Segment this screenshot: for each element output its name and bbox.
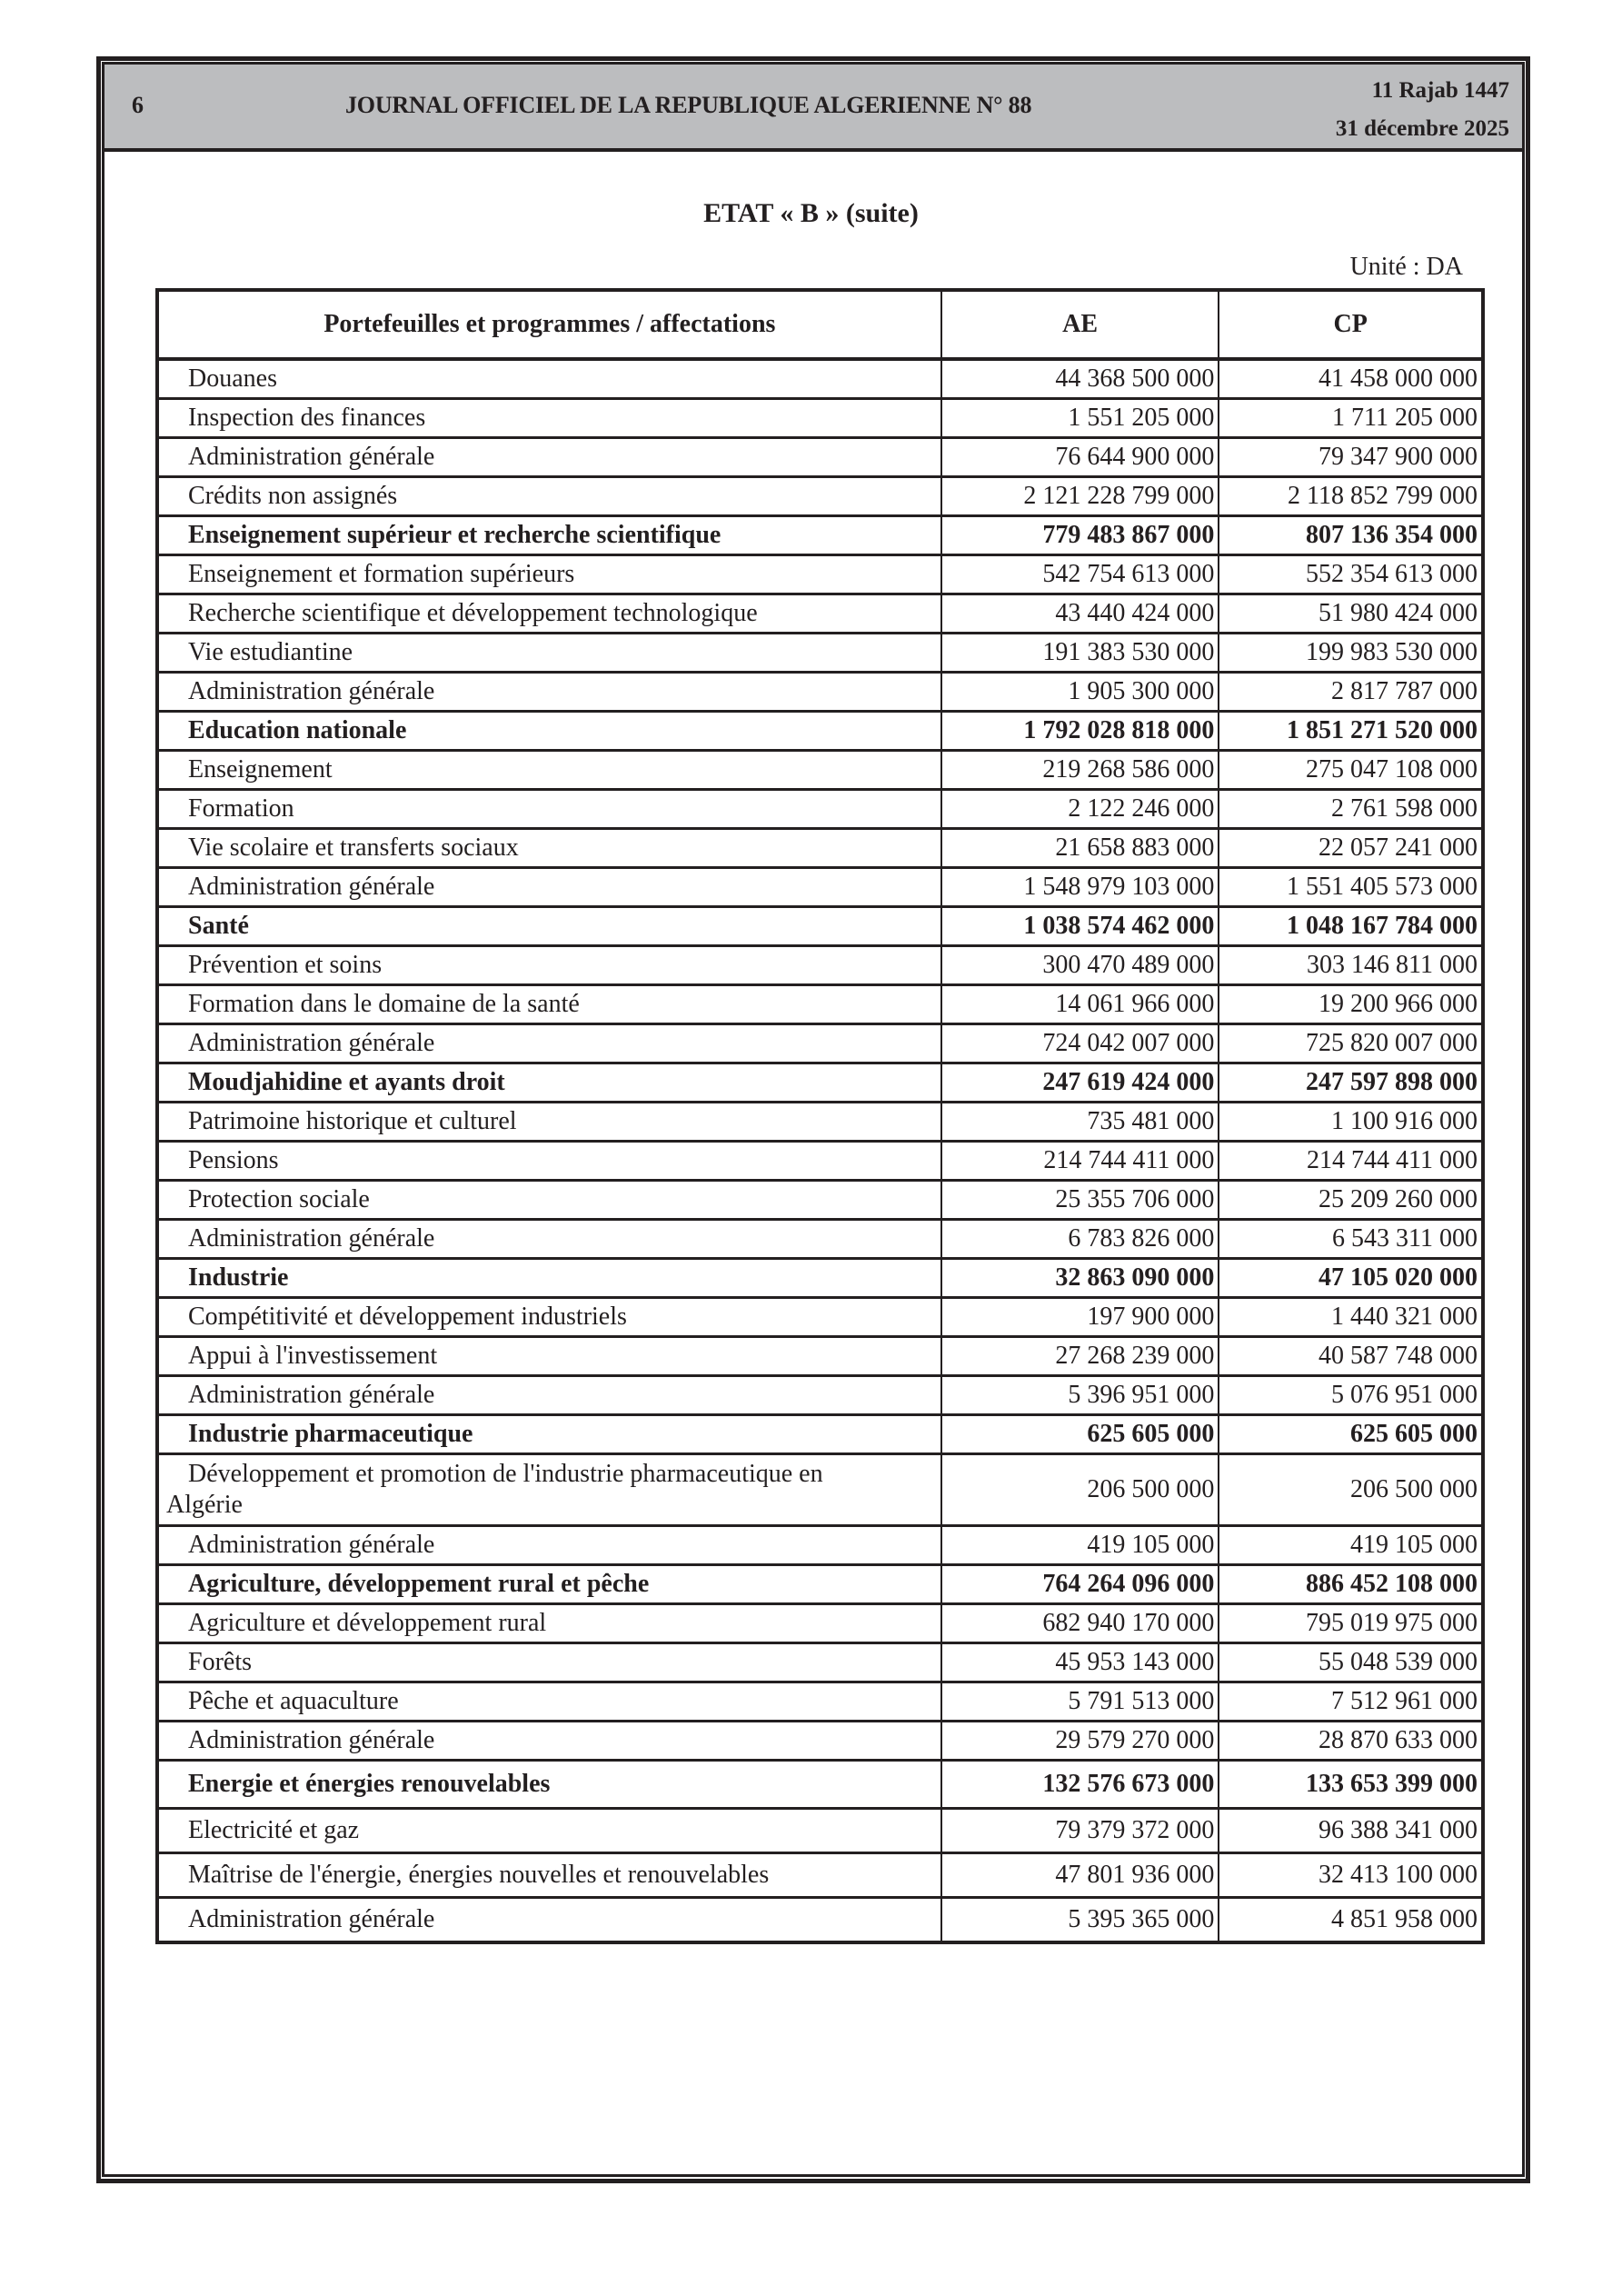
row-label-text: Vie scolaire et transferts sociaux bbox=[188, 834, 519, 862]
cp-value: 725 820 007 000 bbox=[1219, 1024, 1483, 1063]
ae-value: 542 754 613 000 bbox=[941, 555, 1219, 594]
ae-value: 625 605 000 bbox=[941, 1415, 1219, 1454]
cp-value: 247 597 898 000 bbox=[1219, 1063, 1483, 1103]
row-label bbox=[157, 1063, 941, 1103]
ae-value: 45 953 143 000 bbox=[941, 1643, 1219, 1682]
row-label bbox=[157, 712, 941, 751]
ae-value: 764 264 096 000 bbox=[941, 1565, 1219, 1604]
table-row-program bbox=[157, 1722, 1483, 1761]
row-label-continuation: Algérie bbox=[166, 1491, 243, 1519]
ae-value: 300 470 489 000 bbox=[941, 946, 1219, 985]
row-label-text: Administration générale bbox=[188, 1726, 435, 1754]
cp-value: 1 048 167 784 000 bbox=[1219, 907, 1483, 946]
table-row-program bbox=[157, 1898, 1483, 1943]
row-label-text: Electricité et gaz bbox=[188, 1816, 360, 1844]
row-label-text: Santé bbox=[188, 912, 249, 940]
cp-value: 303 146 811 000 bbox=[1219, 946, 1483, 985]
ae-value: 2 122 246 000 bbox=[941, 790, 1219, 829]
cp-value: 886 452 108 000 bbox=[1219, 1565, 1483, 1604]
ae-value: 44 368 500 000 bbox=[941, 359, 1219, 399]
issue-date bbox=[1336, 72, 1509, 148]
row-label bbox=[157, 1643, 941, 1682]
table-row-program bbox=[157, 594, 1483, 634]
hijri-date: 11 Rajab 1447 bbox=[1371, 78, 1509, 103]
cp-value: 1 100 916 000 bbox=[1219, 1103, 1483, 1142]
ae-value: 1 905 300 000 bbox=[941, 673, 1219, 712]
cp-value: 2 118 852 799 000 bbox=[1219, 477, 1483, 516]
row-label bbox=[157, 1376, 941, 1415]
row-label-text: Vie estudiantine bbox=[188, 638, 353, 666]
row-label bbox=[157, 751, 941, 790]
ae-value: 191 383 530 000 bbox=[941, 634, 1219, 673]
cp-value: 214 744 411 000 bbox=[1219, 1142, 1483, 1181]
ae-value: 247 619 424 000 bbox=[941, 1063, 1219, 1103]
journal-header bbox=[104, 65, 1522, 152]
row-label bbox=[157, 1220, 941, 1259]
row-label bbox=[157, 1898, 941, 1943]
row-label bbox=[157, 829, 941, 868]
row-label bbox=[157, 1722, 941, 1761]
ae-value: 419 105 000 bbox=[941, 1526, 1219, 1565]
row-label-text: Recherche scientifique et développement technologique bbox=[188, 599, 758, 627]
row-label bbox=[157, 634, 941, 673]
row-label bbox=[157, 1565, 941, 1604]
table-row-program bbox=[157, 555, 1483, 594]
table-row-program bbox=[157, 634, 1483, 673]
ae-value: 25 355 706 000 bbox=[941, 1181, 1219, 1220]
ae-value: 47 801 936 000 bbox=[941, 1853, 1219, 1898]
ae-value: 32 863 090 000 bbox=[941, 1259, 1219, 1298]
table-row-program bbox=[157, 359, 1483, 399]
cp-value: 22 057 241 000 bbox=[1219, 829, 1483, 868]
cp-value: 47 105 020 000 bbox=[1219, 1259, 1483, 1298]
ae-value: 1 551 205 000 bbox=[941, 399, 1219, 438]
table-row-program bbox=[157, 1809, 1483, 1853]
cp-value: 55 048 539 000 bbox=[1219, 1643, 1483, 1682]
cp-value: 552 354 613 000 bbox=[1219, 555, 1483, 594]
ae-value: 5 396 951 000 bbox=[941, 1376, 1219, 1415]
row-label bbox=[157, 1761, 941, 1809]
table-row-program bbox=[157, 1337, 1483, 1376]
table-row-program bbox=[157, 1604, 1483, 1643]
row-label bbox=[157, 1415, 941, 1454]
row-label-text: Administration générale bbox=[188, 1224, 435, 1253]
table-body bbox=[157, 359, 1483, 1942]
ae-value: 724 042 007 000 bbox=[941, 1024, 1219, 1063]
table-row-program bbox=[157, 1220, 1483, 1259]
row-label bbox=[157, 399, 941, 438]
row-label bbox=[157, 477, 941, 516]
table-row-portfolio bbox=[157, 516, 1483, 555]
row-label bbox=[157, 1809, 941, 1853]
table-row-program bbox=[157, 477, 1483, 516]
table-row-portfolio bbox=[157, 1063, 1483, 1103]
row-label-text: Education nationale bbox=[188, 716, 407, 744]
row-label bbox=[157, 359, 941, 399]
table-row-portfolio bbox=[157, 1415, 1483, 1454]
journal-title: JOURNAL OFFICIEL DE LA REPUBLIQUE ALGERIENNE N° 88 bbox=[345, 92, 1032, 118]
ae-value: 79 379 372 000 bbox=[941, 1809, 1219, 1853]
table-row-program bbox=[157, 399, 1483, 438]
cp-value: 275 047 108 000 bbox=[1219, 751, 1483, 790]
cp-value: 96 388 341 000 bbox=[1219, 1809, 1483, 1853]
column-header-portfolio: Portefeuilles et programmes / affectations bbox=[157, 290, 941, 359]
row-label bbox=[157, 516, 941, 555]
cp-value: 79 347 900 000 bbox=[1219, 438, 1483, 477]
row-label-text: Formation dans le domaine de la santé bbox=[188, 990, 580, 1018]
row-label-text: Administration générale bbox=[188, 1029, 435, 1057]
cp-value: 199 983 530 000 bbox=[1219, 634, 1483, 673]
table-row-program bbox=[157, 673, 1483, 712]
table-row-program bbox=[157, 1103, 1483, 1142]
row-label bbox=[157, 1259, 941, 1298]
row-label bbox=[157, 907, 941, 946]
row-label-text: Industrie pharmaceutique bbox=[188, 1420, 473, 1448]
ae-value: 2 121 228 799 000 bbox=[941, 477, 1219, 516]
table-row-program bbox=[157, 1526, 1483, 1565]
row-label bbox=[157, 1853, 941, 1898]
row-label-text: Compétitivité et développement industriels bbox=[188, 1303, 627, 1331]
row-label bbox=[157, 1526, 941, 1565]
ae-value: 29 579 270 000 bbox=[941, 1722, 1219, 1761]
table-row-program bbox=[157, 985, 1483, 1024]
cp-value: 6 543 311 000 bbox=[1219, 1220, 1483, 1259]
ae-value: 1 548 979 103 000 bbox=[941, 868, 1219, 907]
table-row-program bbox=[157, 1454, 1483, 1526]
row-label-text: Enseignement bbox=[188, 755, 333, 784]
row-label bbox=[157, 1181, 941, 1220]
table-row-program bbox=[157, 868, 1483, 907]
row-label-text: Maîtrise de l'énergie, énergies nouvelles et renouvelables bbox=[188, 1861, 770, 1889]
row-label-text: Industrie bbox=[188, 1263, 289, 1292]
table-row-program bbox=[157, 1643, 1483, 1682]
row-label-text: Agriculture, développement rural et pêche bbox=[188, 1570, 650, 1598]
table-row-portfolio bbox=[157, 1259, 1483, 1298]
cp-value: 32 413 100 000 bbox=[1219, 1853, 1483, 1898]
table-row-program bbox=[157, 829, 1483, 868]
row-label bbox=[157, 594, 941, 634]
table-row-portfolio bbox=[157, 712, 1483, 751]
unit-label: Unité : DA bbox=[1349, 253, 1463, 281]
ae-value: 682 940 170 000 bbox=[941, 1604, 1219, 1643]
ae-value: 76 644 900 000 bbox=[941, 438, 1219, 477]
row-label-text: Enseignement et formation supérieurs bbox=[188, 560, 575, 588]
ae-value: 5 791 513 000 bbox=[941, 1682, 1219, 1722]
ae-value: 779 483 867 000 bbox=[941, 516, 1219, 555]
ae-value: 197 900 000 bbox=[941, 1298, 1219, 1337]
table-row-program bbox=[157, 1024, 1483, 1063]
ae-value: 219 268 586 000 bbox=[941, 751, 1219, 790]
ae-value: 1 792 028 818 000 bbox=[941, 712, 1219, 751]
cp-value: 419 105 000 bbox=[1219, 1526, 1483, 1565]
table-row-program bbox=[157, 790, 1483, 829]
ae-value: 132 576 673 000 bbox=[941, 1761, 1219, 1809]
table-header-row bbox=[157, 290, 1483, 359]
row-label bbox=[157, 1142, 941, 1181]
ae-value: 21 658 883 000 bbox=[941, 829, 1219, 868]
row-label-text: Enseignement supérieur et recherche scientifique bbox=[188, 521, 721, 549]
cp-value: 2 761 598 000 bbox=[1219, 790, 1483, 829]
row-label-text: Douanes bbox=[188, 364, 277, 393]
cp-value: 1 551 405 573 000 bbox=[1219, 868, 1483, 907]
cp-value: 5 076 951 000 bbox=[1219, 1376, 1483, 1415]
cp-value: 19 200 966 000 bbox=[1219, 985, 1483, 1024]
row-label-text: Administration générale bbox=[188, 443, 435, 471]
row-label-text: Patrimoine historique et culturel bbox=[188, 1107, 517, 1135]
table-row-program bbox=[157, 1181, 1483, 1220]
ae-value: 214 744 411 000 bbox=[941, 1142, 1219, 1181]
row-label bbox=[157, 1024, 941, 1063]
cp-value: 4 851 958 000 bbox=[1219, 1898, 1483, 1943]
cp-value: 41 458 000 000 bbox=[1219, 359, 1483, 399]
row-label-text: Pêche et aquaculture bbox=[188, 1687, 399, 1715]
row-label bbox=[157, 1337, 941, 1376]
cp-value: 1 711 205 000 bbox=[1219, 399, 1483, 438]
row-label-text: Administration générale bbox=[188, 1531, 435, 1559]
column-header-cp: CP bbox=[1219, 290, 1483, 359]
ae-value: 6 783 826 000 bbox=[941, 1220, 1219, 1259]
row-label bbox=[157, 1298, 941, 1337]
row-label-text: Energie et énergies renouvelables bbox=[188, 1770, 551, 1798]
table-row-program bbox=[157, 946, 1483, 985]
row-label-text: Agriculture et développement rural bbox=[188, 1609, 547, 1637]
cp-value: 40 587 748 000 bbox=[1219, 1337, 1483, 1376]
row-label bbox=[157, 1103, 941, 1142]
ae-value: 1 038 574 462 000 bbox=[941, 907, 1219, 946]
cp-value: 807 136 354 000 bbox=[1219, 516, 1483, 555]
table-row-portfolio bbox=[157, 1761, 1483, 1809]
row-label bbox=[157, 438, 941, 477]
row-label-text: Pensions bbox=[188, 1146, 279, 1174]
row-label-text: Prévention et soins bbox=[188, 951, 383, 979]
row-label-text: Administration générale bbox=[188, 1381, 435, 1409]
row-label bbox=[157, 555, 941, 594]
ae-value: 206 500 000 bbox=[941, 1454, 1219, 1526]
cp-value: 1 440 321 000 bbox=[1219, 1298, 1483, 1337]
row-label bbox=[157, 1682, 941, 1722]
page-number: 6 bbox=[132, 92, 144, 118]
ae-value: 735 481 000 bbox=[941, 1103, 1219, 1142]
gregorian-date: 31 décembre 2025 bbox=[1335, 116, 1509, 141]
ae-value: 14 061 966 000 bbox=[941, 985, 1219, 1024]
ae-value: 5 395 365 000 bbox=[941, 1898, 1219, 1943]
ae-value: 27 268 239 000 bbox=[941, 1337, 1219, 1376]
row-label-text: Développement et promotion de l'industrie pharmaceutique en bbox=[188, 1460, 823, 1488]
row-label-text: Forêts bbox=[188, 1648, 252, 1676]
row-label-text: Protection sociale bbox=[188, 1185, 370, 1213]
row-label bbox=[157, 673, 941, 712]
budget-table bbox=[155, 288, 1485, 1944]
table-row-program bbox=[157, 438, 1483, 477]
ae-value: 43 440 424 000 bbox=[941, 594, 1219, 634]
row-label bbox=[157, 1604, 941, 1643]
document-title: ETAT « B » (suite) bbox=[703, 198, 919, 228]
cp-value: 7 512 961 000 bbox=[1219, 1682, 1483, 1722]
cp-value: 625 605 000 bbox=[1219, 1415, 1483, 1454]
cp-value: 795 019 975 000 bbox=[1219, 1604, 1483, 1643]
cp-value: 51 980 424 000 bbox=[1219, 594, 1483, 634]
row-label bbox=[157, 790, 941, 829]
row-label-text: Moudjahidine et ayants droit bbox=[188, 1068, 505, 1096]
table-row-program bbox=[157, 1142, 1483, 1181]
table-row-program bbox=[157, 1298, 1483, 1337]
row-label-text: Administration générale bbox=[188, 873, 435, 901]
row-label-text: Formation bbox=[188, 794, 294, 823]
table-row-program bbox=[157, 1682, 1483, 1722]
cp-value: 206 500 000 bbox=[1219, 1454, 1483, 1526]
row-label-text: Inspection des finances bbox=[188, 404, 426, 432]
cp-value: 133 653 399 000 bbox=[1219, 1761, 1483, 1809]
column-header-ae: AE bbox=[941, 290, 1219, 359]
cp-value: 2 817 787 000 bbox=[1219, 673, 1483, 712]
row-label bbox=[157, 868, 941, 907]
table-row-program bbox=[157, 1376, 1483, 1415]
row-label-text: Administration générale bbox=[188, 1905, 435, 1933]
cp-value: 1 851 271 520 000 bbox=[1219, 712, 1483, 751]
cp-value: 28 870 633 000 bbox=[1219, 1722, 1483, 1761]
row-label-text: Administration générale bbox=[188, 677, 435, 705]
row-label-text: Appui à l'investissement bbox=[188, 1342, 438, 1370]
row-label bbox=[157, 985, 941, 1024]
cp-value: 25 209 260 000 bbox=[1219, 1181, 1483, 1220]
table-row-portfolio bbox=[157, 1565, 1483, 1604]
row-label bbox=[157, 946, 941, 985]
table-row-program bbox=[157, 751, 1483, 790]
table-row-portfolio bbox=[157, 907, 1483, 946]
table-row-program bbox=[157, 1853, 1483, 1898]
row-label bbox=[157, 1454, 941, 1526]
row-label-text: Crédits non assignés bbox=[188, 482, 398, 510]
